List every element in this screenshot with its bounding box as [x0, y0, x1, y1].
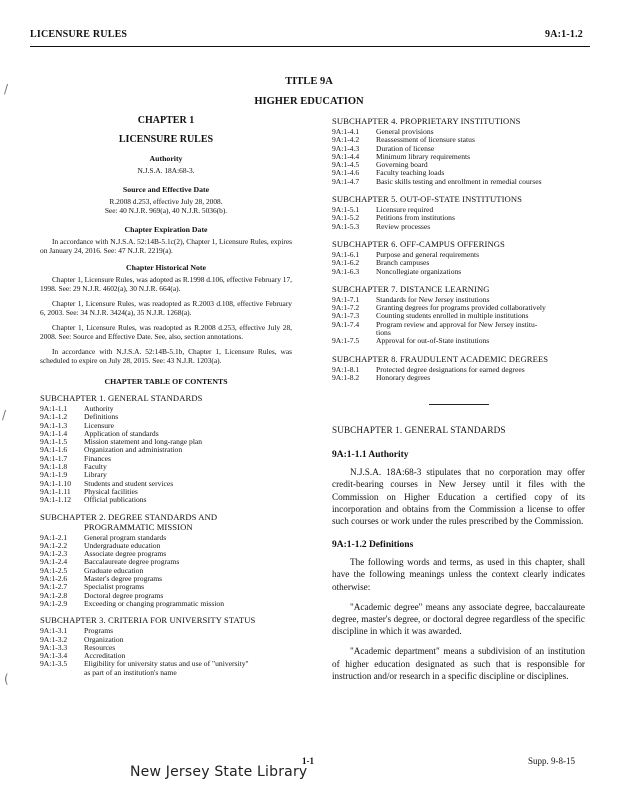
toc-section-title: General program standards	[84, 532, 167, 542]
toc-section-title: Minimum library requirements	[376, 151, 471, 161]
toc-section-number: 9A:1-4.6	[332, 168, 360, 178]
toc-section-title: Reassessment of licensure status	[376, 135, 475, 145]
toc-section-number: 9A:1-1.3	[40, 420, 68, 430]
toc-section-number: 9A:1-1.8	[40, 462, 68, 472]
toc-section-number: 9A:1-3.2	[40, 634, 68, 644]
toc-subchapter-3-list	[40, 627, 292, 677]
toc-section-title: Resources	[84, 642, 116, 652]
toc-section-number: 9A:1-2.3	[40, 549, 68, 559]
toc-subchapter-2-list	[40, 534, 292, 609]
toc-section-title: Review processes	[376, 221, 431, 231]
supplement-date: Supp. 9-8-15	[528, 756, 575, 766]
history-heading: Chapter Historical Note	[126, 263, 206, 272]
toc-section-title: Basic skills testing and enrollment in remedial courses	[376, 176, 542, 186]
toc-subchapter-2-title-cont: PROGRAMMATIC MISSION	[84, 521, 193, 532]
toc-section-title: Program review and approval for New Jersey institu-	[376, 319, 538, 329]
source-line-1: R.2008 d.253, effective July 28, 2008.	[109, 197, 223, 206]
toc-section-title: Petitions from institutions	[376, 213, 455, 223]
toc-section-number: 9A:1-2.7	[40, 582, 68, 592]
toc-section-title: Official publications	[84, 495, 147, 505]
toc-section-number: 9A:1-4.7	[332, 176, 360, 186]
history-paragraph: In accordance with N.J.S.A. 52:14B-5.1b, Chapter 1, Licensure Rules, was scheduled to expire on July 28, 2015. See: 43 N.J.R. 1203(a).	[40, 347, 292, 365]
toc-section-number: 9A:1-1.4	[40, 428, 68, 438]
toc-section-number: 9A:1-3.4	[40, 651, 68, 661]
toc-section-title: Granting degrees for programs provided collaboratively	[376, 303, 546, 313]
toc-section-number: 9A:1-1.2	[40, 412, 68, 422]
definitions-paragraph: "Academic degree" means any associate degree, baccalaureate degree, master's degree, or doctoral degree regardless of the specific discipline in which it was awarded.	[332, 601, 585, 637]
toc-section-number: 9A:1-6.1	[332, 249, 360, 259]
section-heading-authority: 9A:1-1.1 Authority	[332, 450, 409, 461]
toc-section-title: tions	[376, 328, 391, 338]
toc-subchapter-8-list	[332, 366, 585, 383]
toc-section-title: Accreditation	[84, 651, 126, 661]
toc-section-title: Standards for New Jersey institutions	[376, 294, 490, 304]
toc-section-title: Baccalaureate degree programs	[84, 557, 180, 567]
margin-mark: /	[2, 408, 7, 422]
toc-section-title: Eligibility for university status and use of "university"	[84, 659, 249, 669]
toc-section-number: 9A:1-3.3	[40, 642, 68, 652]
toc-subchapter-5-title: SUBCHAPTER 5. OUT-OF-STATE INSTITUTIONS	[332, 194, 523, 205]
toc-section-number: 9A:1-4.5	[332, 160, 360, 170]
toc-subchapter-6-title: SUBCHAPTER 6. OFF-CAMPUS OFFERINGS	[332, 238, 505, 249]
toc-section-number: 9A:1-7.3	[332, 311, 360, 321]
body-subchapter-title: SUBCHAPTER 1. GENERAL STANDARDS	[332, 425, 506, 436]
toc-subchapter-7-list	[332, 296, 585, 346]
toc-section-number: 9A:1-1.12	[40, 495, 72, 505]
toc-section-title: Licensure required	[376, 205, 434, 215]
toc-section-number: 9A:1-3.1	[40, 626, 68, 636]
toc-section-title: Undergraduate education	[84, 540, 161, 550]
toc-section-number: 9A:1-4.2	[332, 135, 360, 145]
header-rule	[30, 46, 590, 47]
toc-section-number	[40, 669, 84, 677]
history-paragraph: Chapter 1, Licensure Rules, was readopted as R.2008 d.253, effective July 28, 2008. See: Source and Effective Date. See, also, section annotations.	[40, 323, 292, 341]
toc-section-title: Programs	[84, 626, 114, 636]
history-paragraph: Chapter 1, Licensure Rules, was readopted as R.2003 d.108, effective February 6, 2003. See: 34 N.J.R. 3424(a), 35 N.J.R. 1268(a).	[40, 299, 292, 317]
toc-section-number: 9A:1-8.2	[332, 372, 360, 382]
toc-section-number: 9A:1-1.5	[40, 437, 68, 447]
toc-section-number: 9A:1-1.6	[40, 445, 68, 455]
toc-section-title: Library	[84, 470, 107, 480]
title-name: HIGHER EDUCATION	[254, 96, 364, 107]
toc-section-number: 9A:1-2.2	[40, 540, 68, 550]
toc-section-title: Governing board	[376, 160, 428, 170]
toc-section-number: 9A:1-4.4	[332, 151, 360, 161]
section-heading-definitions: 9A:1-1.2 Definitions	[332, 540, 414, 551]
toc-section-number: 9A:1-2.5	[40, 565, 68, 575]
toc-section-title: Finances	[84, 453, 111, 463]
toc-section-number: 9A:1-2.9	[40, 598, 68, 608]
toc-section-title: Specialist programs	[84, 582, 145, 592]
toc-subchapter-5-list	[332, 206, 585, 231]
toc-section-title: as part of an institution's name	[84, 667, 177, 677]
toc-section-title: Approval for out-of-State institutions	[376, 336, 490, 346]
chapter-number: CHAPTER 1	[137, 115, 195, 126]
section-text-authority: N.J.S.A. 18A:68-3 stipulates that no corporation may offer credit-bearing courses in New Jersey until it files with the Commission on Higher Education a certified copy of its incorporation and obtains from the Commission a license to offer such courses or work under the rules prescribed by the Commission.	[332, 467, 585, 527]
toc-section-title: Doctoral degree programs	[84, 590, 164, 600]
toc-section-title: General provisions	[376, 127, 434, 136]
source-line-2: See: 40 N.J.R. 969(a), 40 N.J.R. 5036(b).	[104, 206, 228, 215]
toc-section-number: 9A:1-8.1	[332, 364, 360, 374]
toc-section-number: 9A:1-5.3	[332, 221, 360, 231]
toc-section-number: 9A:1-7.4	[332, 319, 360, 329]
running-header-right: 9A:1-1.2	[545, 29, 583, 40]
toc-section-title: Faculty teaching loads	[376, 168, 445, 178]
toc-section-title: Branch campuses	[376, 258, 430, 268]
source-heading: Source and Effective Date	[122, 185, 210, 194]
toc-section-title: Protected degree designations for earned degrees	[376, 364, 525, 374]
page-number: 1-1	[302, 756, 314, 766]
toc-section-number: 9A:1-7.2	[332, 303, 360, 313]
toc-section-title: Associate degree programs	[84, 549, 167, 559]
section-divider	[429, 404, 489, 405]
toc-section-title: Organization	[84, 634, 124, 644]
authority-text: N.J.S.A. 18A:68-3.	[137, 166, 195, 175]
expiration-text: In accordance with N.J.S.A. 52:14B-5.1c(2), Chapter 1, Licensure Rules, expires on January 24, 2016. See: 47 N.J.R. 2219(a).	[40, 237, 292, 255]
toc-section-number: 9A:1-2.6	[40, 574, 68, 584]
toc-subchapter-7-title: SUBCHAPTER 7. DISTANCE LEARNING	[332, 283, 490, 294]
toc-section-number: 9A:1-2.1	[40, 532, 68, 542]
toc-section-number: 9A:1-1.9	[40, 470, 68, 480]
title-number: TITLE 9A	[285, 76, 333, 87]
toc-section-number: 9A:1-4.1	[332, 127, 360, 136]
toc-section-title: Licensure	[84, 420, 114, 430]
toc-section-title: Students and student services	[84, 478, 174, 488]
toc-section-title: Exceeding or changing programmatic mission	[84, 598, 225, 608]
toc-subchapter-8-title: SUBCHAPTER 8. FRAUDULENT ACADEMIC DEGREES	[332, 353, 549, 364]
running-header-left: LICENSURE RULES	[30, 29, 128, 40]
toc-section-number: 9A:1-1.1	[40, 404, 68, 413]
toc-section-number: 9A:1-4.3	[332, 143, 360, 153]
toc-section-number: 9A:1-1.10	[40, 478, 72, 488]
margin-mark: (	[4, 672, 9, 686]
toc-section-title: Organization and administration	[84, 445, 183, 455]
toc-subchapter-1-list	[40, 405, 292, 505]
toc-section-number: 9A:1-5.2	[332, 213, 360, 223]
toc-subchapter-6-list	[332, 251, 585, 276]
definitions-paragraph: "Academic department" means a subdivision of an institution of higher education designated as such that is responsible for instruction and/or research in a specific discipline or disciplines.	[332, 646, 585, 681]
toc-section-title: Physical facilities	[84, 486, 138, 496]
margin-mark: /	[4, 82, 9, 96]
toc-section-title: Faculty	[84, 462, 107, 472]
toc-section-number: 9A:1-2.4	[40, 557, 68, 567]
toc-section-number: 9A:1-7.1	[332, 294, 360, 304]
toc-section-number: 9A:1-1.11	[40, 486, 71, 496]
toc-section-title: Honorary degrees	[376, 372, 431, 382]
left-column	[40, 116, 292, 677]
toc-section-title: Counting students enrolled in multiple institutions	[376, 311, 529, 321]
toc-section-title: Purpose and general requirements	[376, 249, 480, 259]
expiration-heading: Chapter Expiration Date	[124, 225, 208, 234]
library-stamp: New Jersey State Library	[130, 764, 308, 780]
toc-subchapter-4-list	[332, 128, 585, 186]
authority-heading: Authority	[149, 154, 183, 163]
toc-subchapter-3-title: SUBCHAPTER 3. CRITERIA FOR UNIVERSITY STATUS	[40, 615, 256, 626]
chapter-name: LICENSURE RULES	[118, 134, 214, 145]
toc-section-title: Noncollegiate organizations	[376, 266, 462, 276]
toc-section-title: Authority	[84, 404, 114, 413]
toc-subchapter-4-title: SUBCHAPTER 4. PROPRIETARY INSTITUTIONS	[332, 116, 521, 126]
toc-section-number: 9A:1-6.3	[332, 266, 360, 276]
right-column	[332, 116, 585, 682]
toc-section-number: 9A:1-2.8	[40, 590, 68, 600]
toc-subchapter-1-title: SUBCHAPTER 1. GENERAL STANDARDS	[40, 393, 203, 403]
history-paragraph: Chapter 1, Licensure Rules, was adopted as R.1998 d.106, effective February 17, 1998. See: 29 N.J.R. 4602(a), 30 N.J.R. 664(a).	[40, 275, 292, 293]
toc-section-title: Mission statement and long-range plan	[84, 437, 203, 447]
toc-section-title: Graduate education	[84, 565, 144, 575]
toc-section-number: 9A:1-1.7	[40, 453, 68, 463]
toc-section-number: 9A:1-6.2	[332, 258, 360, 268]
definitions-paragraph: The following words and terms, as used in this chapter, shall have the following meanings unless the context clearly indicates otherwise:	[332, 557, 585, 592]
toc-heading: CHAPTER TABLE OF CONTENTS	[104, 377, 228, 386]
toc-section-title: Definitions	[84, 412, 119, 422]
toc-section-number: 9A:1-3.5	[40, 659, 68, 669]
toc-section-title: Duration of license	[376, 143, 435, 153]
toc-section-number: 9A:1-7.5	[332, 336, 360, 346]
toc-section-title: Master's degree programs	[84, 574, 163, 584]
toc-section-title: Application of standards	[84, 428, 159, 438]
toc-subchapter-2-title: SUBCHAPTER 2. DEGREE STANDARDS AND	[40, 511, 218, 522]
toc-section-number: 9A:1-5.1	[332, 205, 360, 215]
